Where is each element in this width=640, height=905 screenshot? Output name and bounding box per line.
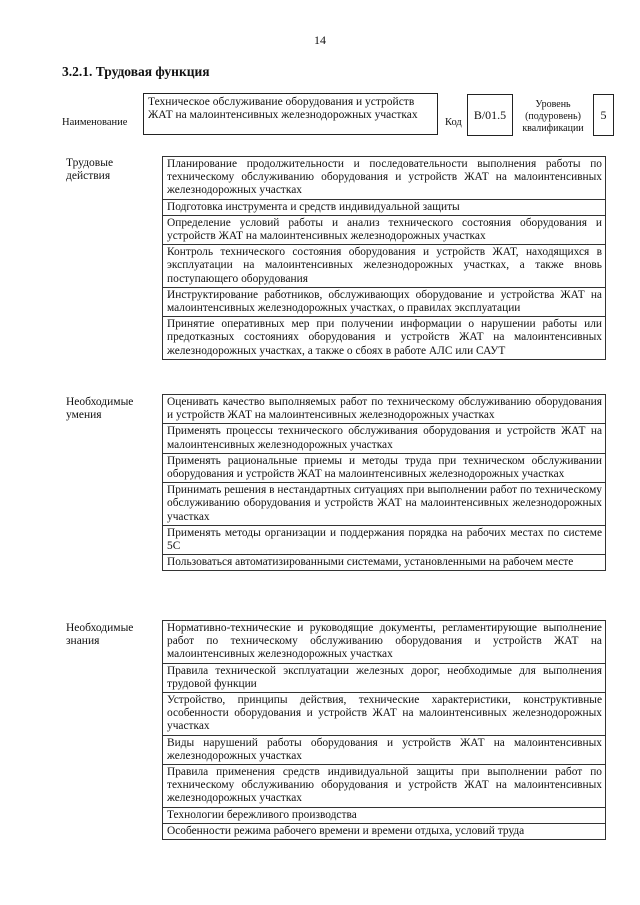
list-item: Применять процессы технического обслуживания оборудования и устройств ЖАТ на малоинтенсивных железнодорожных участках <box>162 423 606 452</box>
code-label: Код <box>445 117 462 128</box>
list-item: Применять методы организации и поддержания порядка на рабочих местах по системе 5С <box>162 525 606 554</box>
level-value-box: 5 <box>593 94 614 136</box>
list-item: Планирование продолжительности и последовательности выполнения работы по техническому обслуживанию оборудования и устройств ЖАТ на малоинтенсивных железнодорожных участках <box>162 156 606 199</box>
required-skills-list <box>162 394 606 571</box>
name-label: Наименование <box>62 117 128 128</box>
list-item: Принимать решения в нестандартных ситуациях при выполнении работ по техническому обслуживанию оборудования и устройств ЖАТ на малоинтенсивных железнодорожных участках <box>162 482 606 525</box>
required-knowledge-list <box>162 620 606 840</box>
list-item: Виды нарушений работы оборудования и устройств ЖАТ на малоинтенсивных железнодорожных участках <box>162 735 606 764</box>
labor-actions-list <box>162 156 606 360</box>
labor-actions-label: Трудовые действия <box>66 157 114 183</box>
list-item: Подготовка инструмента и средств индивидуальной защиты <box>162 199 606 215</box>
list-item: Особенности режима рабочего времени и времени отдыха, условий труда <box>162 823 606 840</box>
name-value-box: Техническое обслуживание оборудования и устройств ЖАТ на малоинтенсивных железнодорожных участках <box>143 93 438 135</box>
list-item: Технологии бережливого производства <box>162 807 606 823</box>
list-item: Устройство, принципы действия, технические характеристики, конструктивные особенности оборудования и устройств ЖАТ на малоинтенсивных железнодорожных участках <box>162 692 606 735</box>
level-label: Уровень (подуровень) квалификации <box>522 99 584 134</box>
list-item: Инструктирование работников, обслуживающих оборудование и устройства ЖАТ на малоинтенсивных железнодорожных участках, о правилах эксплуатации <box>162 287 606 316</box>
list-item: Правила применения средств индивидуальной защиты при выполнении работ по техническому обслуживанию оборудования и устройств ЖАТ на малоинтенсивных железнодорожных участках <box>162 764 606 807</box>
list-item: Контроль технического состояния оборудования и устройств ЖАТ, находящихся в эксплуатации на малоинтенсивных железнодорожных участках, а также вновь поступающего оборудования <box>162 244 606 287</box>
list-item: Принятие оперативных мер при получении информации о нарушении работы или предотказных состояниях оборудования и устройств ЖАТ на малоинтенсивных железнодорожных участках, а также о сбоях в работе АЛС или САУТ <box>162 316 606 360</box>
required-skills-label: Необходимые умения <box>66 396 134 422</box>
list-item: Оценивать качество выполняемых работ по техническому обслуживанию оборудования и устройств ЖАТ на малоинтенсивных железнодорожных участках <box>162 394 606 423</box>
list-item: Нормативно-технические и руководящие документы, регламентирующие выполнение работ по техническому обслуживанию оборудования и устройств ЖАТ на малоинтенсивных железнодорожных участках <box>162 620 606 663</box>
list-item: Правила технической эксплуатации железных дорог, необходимые для выполнения трудовой функции <box>162 663 606 692</box>
code-value-box: B/01.5 <box>467 94 513 136</box>
list-item: Пользоваться автоматизированными системами, установленными на рабочем месте <box>162 554 606 571</box>
required-knowledge-label: Необходимые знания <box>66 622 134 648</box>
page-number: 14 <box>314 33 326 47</box>
section-title: 3.2.1. Трудовая функция <box>62 64 210 79</box>
list-item: Определение условий работы и анализ технического состояния оборудования и устройств ЖАТ на малоинтенсивных железнодорожных участках <box>162 215 606 244</box>
list-item: Применять рациональные приемы и методы труда при техническом обслуживании оборудования и устройств ЖАТ на малоинтенсивных железнодорожных участках <box>162 453 606 482</box>
